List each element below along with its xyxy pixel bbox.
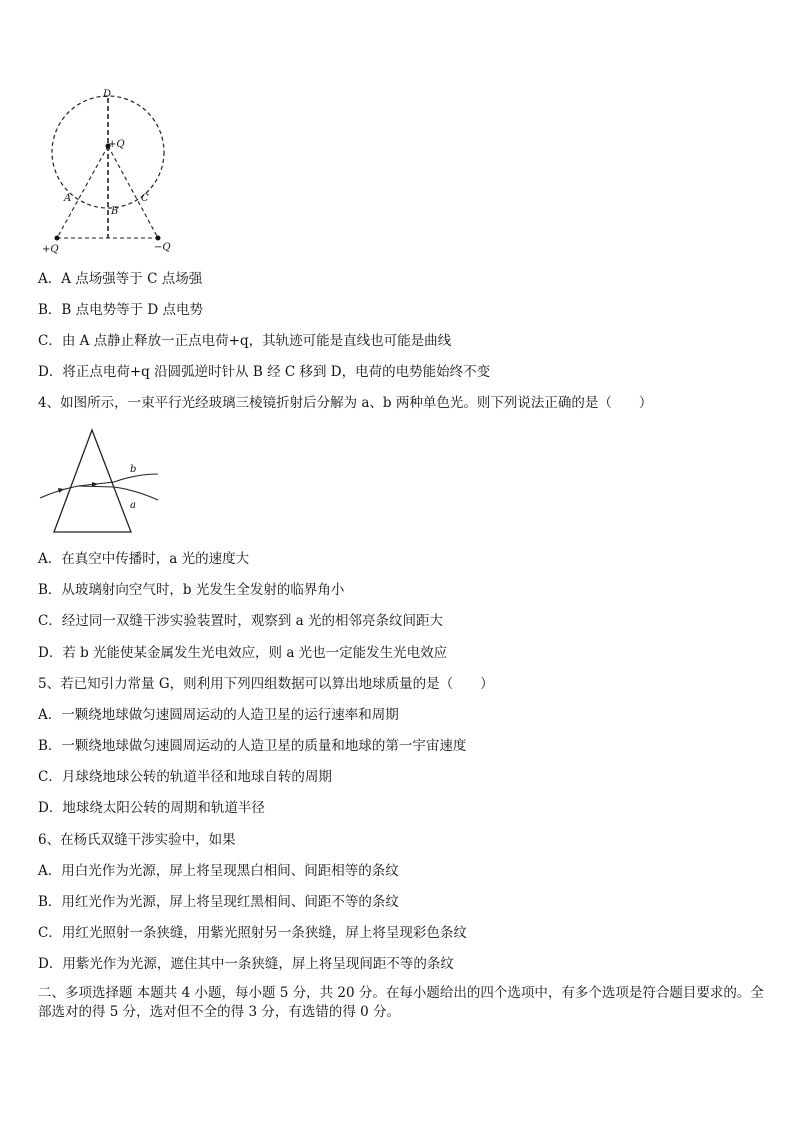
q5-option-b: B．一颗绕地球做匀速圆周运动的人造卫星的质量和地球的第一宇宙速度	[38, 738, 467, 754]
q3-option-b: B．B 点电势等于 D 点电势	[38, 302, 204, 318]
label-plusQ-left: +Q	[42, 244, 59, 255]
left-dashed-line	[57, 146, 108, 238]
q3-option-c: C．由 A 点静止释放一正点电荷+q，其轨迹可能是直线也可能是曲线	[38, 333, 452, 349]
q6-option-d: D．用紫光作为光源，遮住其中一条狭缝，屏上将呈现间距不等的条纹	[38, 956, 454, 972]
q3-option-a: A．A 点场强等于 C 点场强	[38, 271, 203, 287]
charge-circle-figure	[40, 86, 190, 256]
label-C: C	[141, 193, 149, 204]
prism-triangle	[54, 430, 131, 532]
internal-ray-lower	[78, 486, 114, 487]
dashed-circle	[52, 96, 164, 208]
label-b: b	[130, 464, 137, 475]
label-A: A	[64, 193, 72, 204]
q6-stem: 6、在杨氏双缝干涉实验中，如果	[38, 832, 236, 848]
q3-option-d: D．将正点电荷+q 沿圆弧逆时针从 B 经 C 移到 D，电荷的电势能始终不变	[38, 364, 491, 380]
q6-option-c: C．用红光照射一条狭缝，用紫光照射另一条狭缝，屏上将呈现彩色条纹	[38, 925, 467, 941]
q5-option-c: C．月球绕地球公转的轨道半径和地球自转的周期	[38, 769, 332, 785]
q5-option-a: A．一颗绕地球做匀速圆周运动的人造卫星的运行速率和周期	[38, 707, 399, 723]
label-minusQ: −Q	[154, 242, 171, 253]
q6-option-a: A．用白光作为光源，屏上将呈现黑白相间、间距相等的条纹	[38, 863, 399, 879]
q5-stem: 5、若已知引力常量 G，则利用下列四组数据可以算出地球质量的是（ ）	[38, 676, 494, 692]
right-charge-dot	[156, 236, 161, 241]
q4-option-d: D．若 b 光能使某金属发生光电效应，则 a 光也一定能发生光电效应	[38, 645, 448, 661]
label-plusQ-top: +Q	[108, 139, 125, 150]
section2-heading: 二、多项选择题 本题共 4 小题，每小题 5 分，共 20 分。在每小题给出的四个选项中，有多个选项是符合题目要求的。全部选对的得 5 分，选对但不全的得 3 分，有选错的得 0 分。	[38, 985, 764, 1020]
label-B: B	[111, 206, 119, 217]
left-charge-dot	[55, 236, 60, 241]
arrow-incident	[58, 488, 64, 493]
ray-b	[114, 474, 158, 482]
prism-figure	[36, 426, 166, 536]
label-D: D	[103, 89, 112, 100]
q5-option-d: D．地球绕太阳公转的周期和轨道半径	[38, 800, 265, 816]
label-a: a	[130, 500, 136, 511]
ray-a	[114, 487, 158, 500]
q4-option-c: C．经过同一双缝干涉实验装置时，观察到 a 光的相邻亮条纹间距大	[38, 613, 443, 629]
q4-option-b: B．从玻璃射向空气时，b 光发生全发射的临界角小	[38, 582, 345, 598]
q4-stem: 4、如图所示，一束平行光经玻璃三棱镜折射后分解为 a、b 两种单色光。则下列说法正确的是（ ）	[38, 395, 653, 411]
right-dashed-line	[108, 146, 158, 238]
q6-option-b: B．用红光作为光源，屏上将呈现红黑相间、间距不等的条纹	[38, 894, 399, 910]
q4-option-a: A．在真空中传播时，a 光的速度大	[38, 551, 250, 567]
